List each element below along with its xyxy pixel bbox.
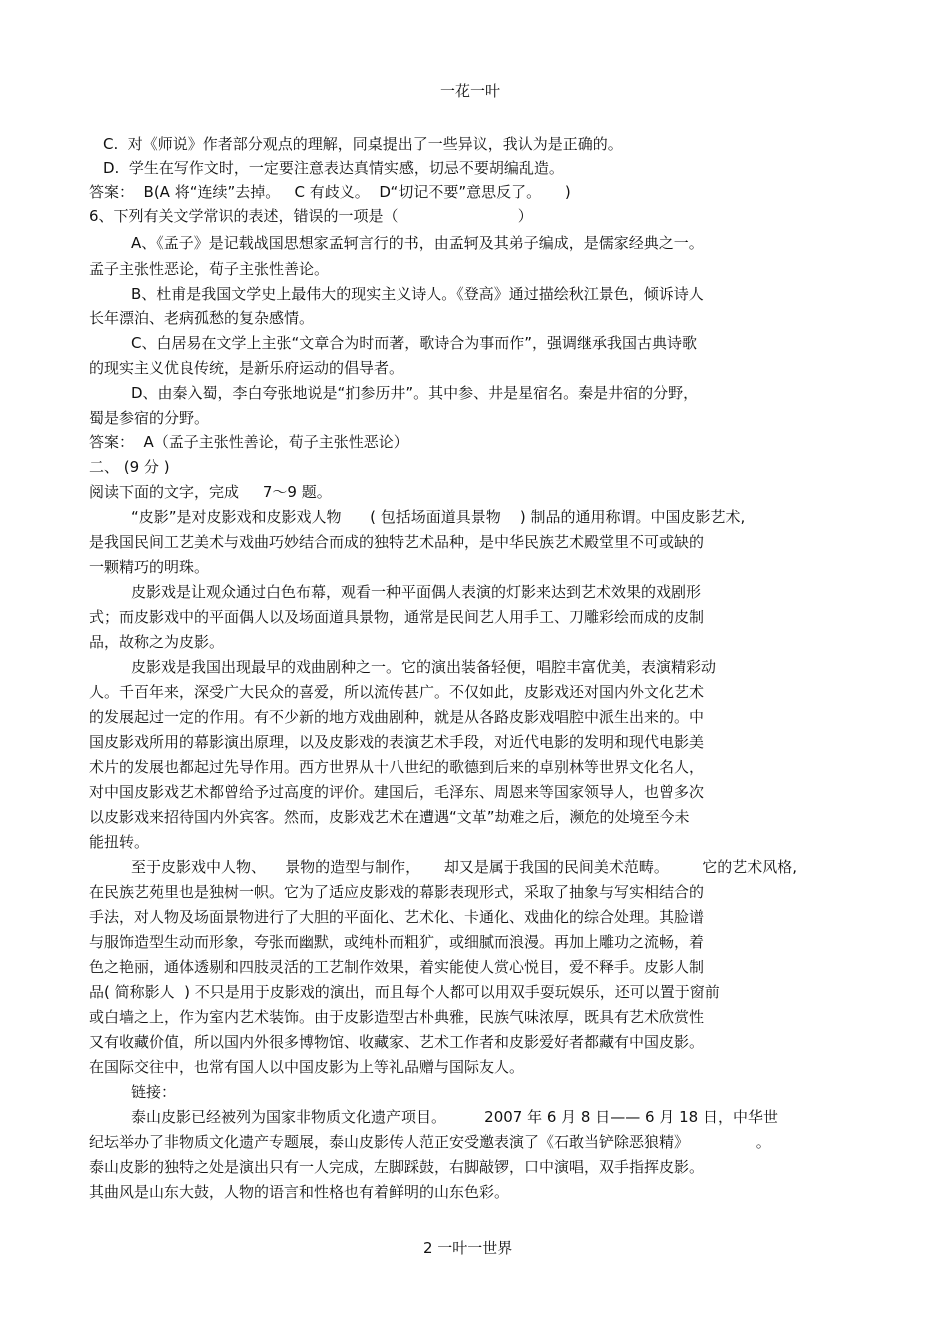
q6-option-b: B、杜甫是我国文学史上最伟大的现实主义诗人。《登高》通过描绘秋江景色，倾诉诗人 <box>131 285 704 303</box>
q6-option-d-cont: 蜀是参宿的分野。 <box>89 409 210 427</box>
section-two-heading: 二、 (9 分 ) <box>89 458 170 476</box>
paragraph-line: 术片的发展也都起过先导作用。西方世界从十八世纪的歌德到后来的卓别林等世界文化名人， <box>89 758 705 776</box>
q6-option-b-cont: 长年漂泊、老病孤愁的复杂感情。 <box>89 309 315 327</box>
paragraph-line: 一颗精巧的明珠。 <box>89 558 210 576</box>
q6-option-a: A、《孟子》是记载战国思想家孟轲言行的书，由孟轲及其弟子编成，是儒家经典之一。 <box>131 234 704 252</box>
paragraph-line: 或白墙之上，作为室内艺术装饰。由于皮影造型古朴典雅，民族气味浓厚，既具有艺术欣赏性 <box>89 1008 705 1026</box>
q6-option-a-cont: 孟子主张性恶论，荀子主张性善论。 <box>89 260 330 278</box>
link-heading: 链接： <box>131 1083 177 1101</box>
paragraph-line: 能扭转。 <box>89 833 150 851</box>
paragraph-line: 品，故称之为皮影。 <box>89 633 225 651</box>
page-footer: 2 一叶一世界 <box>423 1239 513 1257</box>
paragraph-line: 手法，对人物及场面景物进行了大胆的平面化、艺术化、卡通化、戏曲化的综合处理。其脸谱 <box>89 908 705 926</box>
q6-option-c-cont: 的现实主义优良传统，是新乐府运动的倡导者。 <box>89 359 405 377</box>
paragraph-line: 式；而皮影戏中的平面偶人以及场面道具景物，通常是民间艺人用手工、刀雕彩绘而成的皮制 <box>89 608 705 626</box>
paragraph-line: 泰山皮影的独特之处是演出只有一人完成，左脚踩鼓，右脚敲锣，口中演唱，双手指挥皮影。 <box>89 1158 705 1176</box>
paragraph-line: 至于皮影戏中人物、 景物的造型与制作， 却又是属于我国的民间美术范畴。 它的艺术风格, <box>131 858 798 876</box>
reading-instruction: 阅读下面的文字，完成 7～9 题。 <box>89 483 332 501</box>
paragraph-line: 皮影戏是我国出现最早的戏曲剧种之一。它的演出装备轻便，唱腔丰富优美，表演精彩动 <box>131 658 717 676</box>
paragraph-line: “皮影”是对皮影戏和皮影戏人物 ( 包括场面道具景物 ) 制品的通用称谓。中国皮影艺术, <box>131 508 746 526</box>
paragraph-line: 在民族艺苑里也是独树一帜。它为了适应皮影戏的幕影表现形式，采取了抽象与写实相结合的 <box>89 883 705 901</box>
option-c: C. 对《师说》作者部分观点的理解，同桌提出了一些异议，我认为是正确的。 <box>103 135 623 153</box>
q6-option-d: D、由秦入蜀，李白夸张地说是“扪参历井”。其中参、井是星宿名。秦是井宿的分野， <box>131 384 699 402</box>
paragraph-line: 其曲风是山东大鼓，人物的语言和性格也有着鲜明的山东色彩。 <box>89 1183 510 1201</box>
paragraph-line: 的发展起过一定的作用。有不少新的地方戏曲剧种，就是从各路皮影戏唱腔中派生出来的。中 <box>89 708 705 726</box>
answer-6: 答案： A（孟子主张性善论，荀子主张性恶论） <box>89 433 409 451</box>
q6-option-c: C、白居易在文学上主张“文章合为时而著，歌诗合为事而作”，强调继承我国古典诗歌 <box>131 334 698 352</box>
paragraph-line: 皮影戏是让观众通过白色布幕，观看一种平面偶人表演的灯影来达到艺术效果的戏剧形 <box>131 583 702 601</box>
paragraph-line: 对中国皮影戏艺术都曾给予过高度的评价。建国后，毛泽东、周恩来等国家领导人，也曾多次 <box>89 783 705 801</box>
question-6: 6、下列有关文学常识的表述，错误的一项是（ ） <box>89 207 533 225</box>
paragraph-line: 以皮影戏来招待国内外宾客。然而，皮影戏艺术在遭遇“文革”劫难之后，濒危的处境至今未 <box>89 808 690 826</box>
page-header: 一花一叶 <box>440 82 501 100</box>
paragraph-line: 是我国民间工艺美术与戏曲巧妙结合而成的独特艺术品种，是中华民族艺术殿堂里不可或缺的 <box>89 533 705 551</box>
paragraph-line: 泰山皮影已经被列为国家非物质文化遗产项目。 2007 年 6 月 8 日—— 6 月 18 日，中华世 <box>131 1108 778 1126</box>
option-d: D. 学生在写作文时，一定要注意表达真情实感，切忌不要胡编乱造。 <box>103 159 564 177</box>
paragraph-line: 又有收藏价值，所以国内外很多博物馆、收藏家、艺术工作者和皮影爱好者都藏有中国皮影。 <box>89 1033 705 1051</box>
paragraph-line: 品( 简称影人 ) 不只是用于皮影戏的演出，而且每个人都可以用双手耍玩娱乐，还可以置于窗前 <box>89 983 720 1001</box>
paragraph-line: 人。千百年来，深受广大民众的喜爱，所以流传甚广。不仅如此，皮影戏还对国内外文化艺术 <box>89 683 705 701</box>
paragraph-line: 与服饰造型生动而形象，夸张而幽默，或纯朴而粗犷，或细腻而浪漫。再加上雕功之流畅，着 <box>89 933 705 951</box>
paragraph-line: 国皮影戏所用的幕影演出原理，以及皮影戏的表演艺术手段，对近代电影的发明和现代电影美 <box>89 733 705 751</box>
paragraph-line: 在国际交往中，也常有国人以中国皮影为上等礼品赠与国际友人。 <box>89 1058 525 1076</box>
answer-5: 答案： B(A 将“连续”去掉。 C 有歧义。 D“切记不要”意思反了。 ) <box>89 183 571 201</box>
paragraph-line: 纪坛举办了非物质文化遗产专题展，泰山皮影传人范正安受邀表演了《石敢当铲除恶狼精》 。 <box>89 1133 771 1151</box>
paragraph-line: 色之艳丽，通体透剔和四肢灵活的工艺制作效果，着实能使人赏心悦目，爱不释手。皮影人制 <box>89 958 705 976</box>
